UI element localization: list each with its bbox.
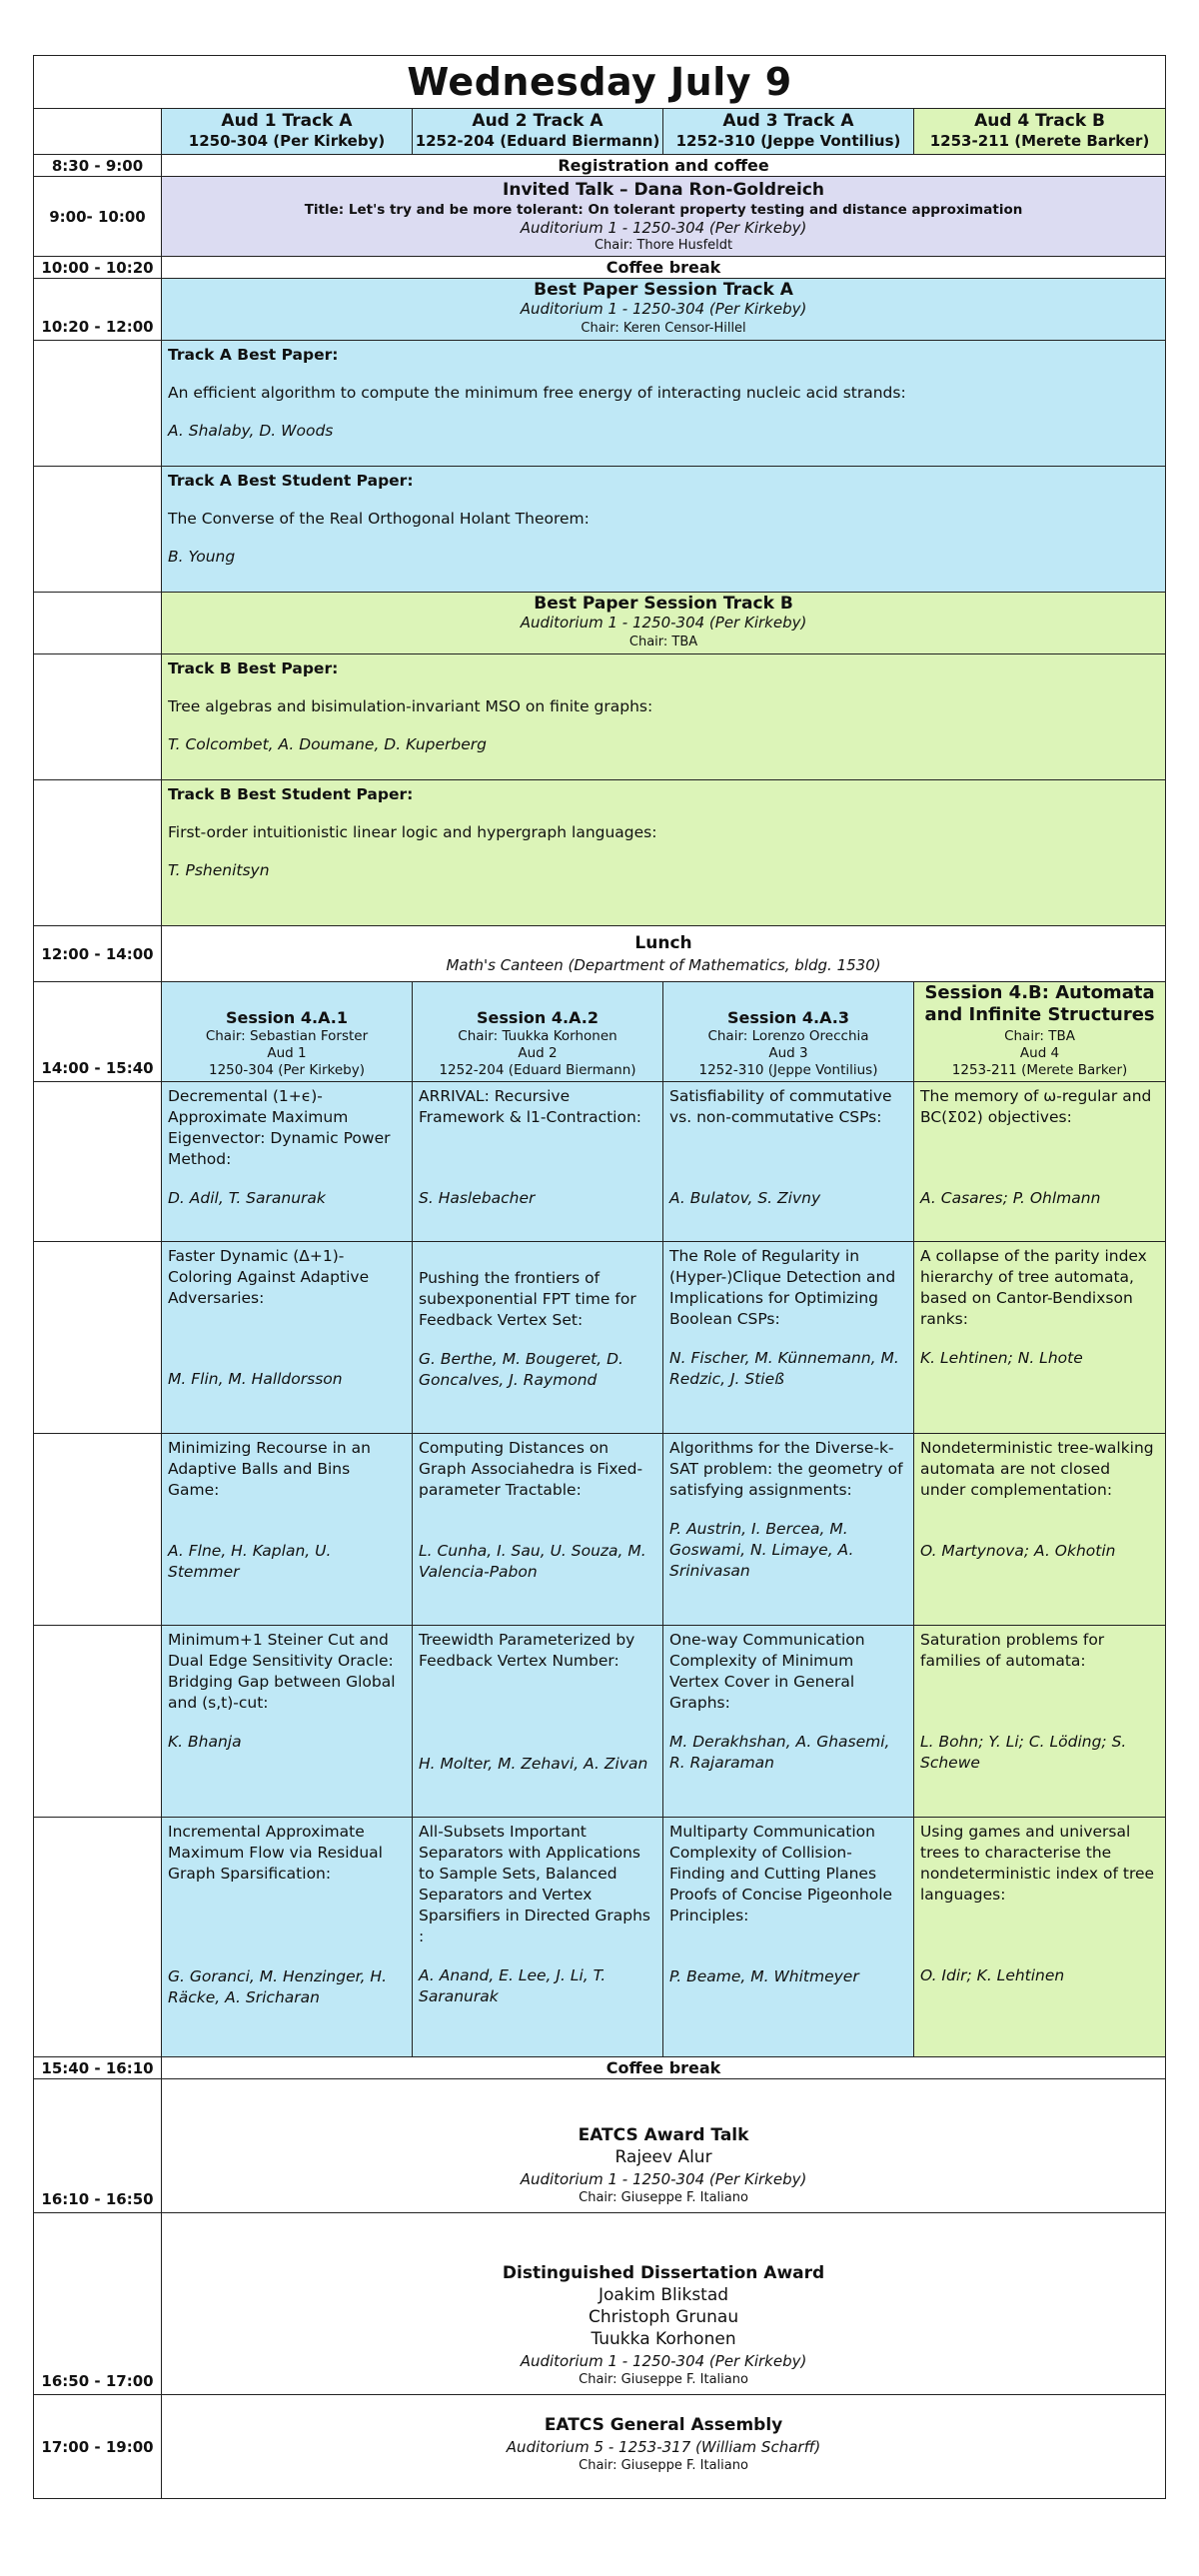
paper-label: Track B Best Student Paper:: [168, 785, 414, 803]
paper-authors: K. Lehtinen; N. Lhote: [920, 1349, 1083, 1367]
paper-title: Faster Dynamic (Δ+1)-Coloring Against Adaptive Adversaries:: [168, 1247, 370, 1307]
paper-cell: [663, 1242, 914, 1434]
paper-authors: M. Derakhshan, A. Ghasemi, R. Rajaraman: [669, 1733, 890, 1772]
paper-title: Incremental Approximate Maximum Flow via Residual Graph Sparsification:: [168, 1823, 383, 1883]
paper-title: Using games and universal trees to characterise the nondeterministic index of tree languages:: [920, 1823, 1155, 1904]
paper-title: The Converse of the Real Orthogonal Holant Theorem:: [168, 510, 590, 528]
paper-title: Multiparty Communication Complexity of Collision-Finding and Cutting Planes Proofs of Concise Pigeonhole Principles:: [669, 1823, 893, 1925]
general-assembly: [162, 2395, 1166, 2499]
session-aud: Aud 1: [267, 1045, 307, 1061]
session-chair: Chair: Tuukka Korhonen: [458, 1028, 617, 1044]
track-name: Aud 4 Track B: [974, 111, 1105, 131]
track-header-aud4: [914, 109, 1166, 155]
paper-cell: [914, 1082, 1166, 1242]
paper-cell: [413, 1626, 663, 1818]
paper-authors: O. Idir; K. Lehtinen: [920, 1966, 1065, 1984]
session-heading: Best Paper Session Track A: [534, 280, 793, 300]
award-chair: Chair: Giuseppe F. Italiano: [579, 2190, 748, 2205]
invited-location: Auditorium 1 - 1250-304 (Per Kirkeby): [520, 218, 807, 237]
paper-authors: A. Shalaby, D. Woods: [168, 422, 334, 440]
paper-cell: [413, 1818, 663, 2057]
time-slot: 9:00- 10:00: [34, 177, 162, 257]
paper-authors: B. Young: [168, 548, 236, 566]
award-location: Auditorium 5 - 1253-317 (William Scharff): [506, 2437, 821, 2456]
session-name: Session 4.A.1: [226, 1008, 348, 1027]
time-slot: 15:40 - 16:10: [34, 2057, 162, 2079]
best-student-paper-b: [162, 780, 1166, 926]
paper-title: One-way Communication Complexity of Minimum Vertex Cover in General Graphs:: [669, 1631, 865, 1712]
session-heading: Best Paper Session Track B: [534, 594, 793, 614]
paper-title: An efficient algorithm to compute the minimum free energy of interacting nucleic acid strands:: [168, 384, 906, 402]
paper-title: First-order intuitionistic linear logic and hypergraph languages:: [168, 823, 657, 841]
time-slot: 10:00 - 10:20: [34, 257, 162, 279]
session-header-4a1: [162, 982, 413, 1082]
track-room: 1250-304 (Per Kirkeby): [188, 132, 386, 150]
invited-talk: [162, 177, 1166, 257]
page-title: Wednesday July 9: [34, 56, 1166, 109]
paper-cell: [663, 1082, 914, 1242]
paper-cell: [914, 1818, 1166, 2057]
award-person: Christoph Grunau: [588, 2307, 739, 2327]
paper-title: The Role of Regularity in (Hyper-)Clique Detection and Implications for Optimizing Boolean CSPs:: [669, 1247, 896, 1328]
paper-cell: [914, 1242, 1166, 1434]
award-heading: EATCS General Assembly: [544, 2414, 783, 2435]
session-chair: Chair: Lorenzo Orecchia: [707, 1028, 869, 1044]
paper-authors: A. Bulatov, S. Zivny: [669, 1189, 821, 1207]
best-paper-a: [162, 341, 1166, 467]
session-chair: Chair: Keren Censor-Hillel: [581, 321, 746, 336]
paper-authors: A. Casares; P. Ohlmann: [920, 1189, 1101, 1207]
schedule-table: [33, 55, 1166, 2499]
paper-title: All-Subsets Important Separators with Applications to Sample Sets, Balanced Separators and Vertex Sparsifiers in Directed Graphs :: [419, 1823, 650, 1945]
session-location: Auditorium 1 - 1250-304 (Per Kirkeby): [520, 614, 807, 632]
paper-cell: [914, 1434, 1166, 1626]
registration-row: Registration and coffee: [162, 155, 1166, 177]
award-chair: Chair: Giuseppe F. Italiano: [579, 2457, 748, 2473]
best-student-paper-a: [162, 467, 1166, 593]
paper-cell: [162, 1242, 413, 1434]
lunch: [162, 926, 1166, 982]
lunch-location: Math's Canteen (Department of Mathematics, bldg. 1530): [446, 955, 881, 974]
paper-label: Track A Best Student Paper:: [168, 472, 414, 490]
paper-cell: [413, 1082, 663, 1242]
paper-cell: [914, 1626, 1166, 1818]
best-paper-b: [162, 654, 1166, 780]
time-slot: 14:00 - 15:40: [34, 982, 162, 1082]
paper-cell: [413, 1242, 663, 1434]
paper-authors: L. Bohn; Y. Li; C. Löding; S. Schewe: [920, 1733, 1127, 1772]
track-room: 1252-204 (Eduard Biermann): [415, 132, 660, 150]
invited-heading: Invited Talk – Dana Ron-Goldreich: [503, 179, 825, 200]
paper-authors: P. Beame, M. Whitmeyer: [669, 1967, 859, 1985]
award-person: Tuukka Korhonen: [591, 2329, 736, 2349]
award-location: Auditorium 1 - 1250-304 (Per Kirkeby): [520, 2170, 807, 2188]
paper-authors: S. Haslebacher: [419, 1189, 536, 1207]
paper-title: Decremental (1+ϵ)-Approximate Maximum Eigenvector: Dynamic Power Method:: [168, 1087, 391, 1168]
award-chair: Chair: Giuseppe F. Italiano: [579, 2372, 748, 2387]
best-paper-track-a-header: [162, 279, 1166, 341]
track-room: 1253-211 (Merete Barker): [929, 132, 1150, 150]
paper-authors: T. Colcombet, A. Doumane, D. Kuperberg: [168, 735, 487, 753]
session-room: 1253-211 (Merete Barker): [951, 1062, 1128, 1078]
paper-title: Minimum+1 Steiner Cut and Dual Edge Sensitivity Oracle: Bridging Gap between Global and (s,t)-cut:: [168, 1631, 396, 1712]
award-person: Rajeev Alur: [614, 2147, 712, 2167]
session-name: Session 4.A.2: [477, 1008, 599, 1027]
paper-cell: [162, 1818, 413, 2057]
track-name: Aud 1 Track A: [221, 111, 353, 131]
session-room: 1252-204 (Eduard Biermann): [439, 1062, 636, 1078]
track-header-aud1: [162, 109, 413, 155]
schedule-frame: [33, 55, 1165, 2499]
eatcs-award-talk: [162, 2079, 1166, 2213]
session-header-4a2: [413, 982, 663, 1082]
session-header-4b: [914, 982, 1166, 1082]
session-chair: Chair: TBA: [628, 635, 698, 649]
paper-cell: [663, 1434, 914, 1626]
award-person: Joakim Blikstad: [599, 2285, 729, 2305]
paper-cell: [162, 1082, 413, 1242]
time-slot: 10:20 - 12:00: [34, 279, 162, 341]
paper-cell: [413, 1434, 663, 1626]
track-room: 1252-310 (Jeppe Vontilius): [675, 132, 901, 150]
paper-authors: D. Adil, T. Saranurak: [168, 1189, 326, 1207]
session-name: Session 4.B: Automata and Infinite Structures: [924, 982, 1155, 1025]
paper-authors: G. Berthe, M. Bougeret, D. Goncalves, J. Raymond: [419, 1350, 623, 1389]
paper-authors: T. Pshenitsyn: [168, 861, 270, 879]
paper-authors: P. Austrin, I. Bercea, M. Goswami, N. Limaye, A. Srinivasan: [669, 1520, 854, 1580]
invited-title: Title: Let's try and be more tolerant: On tolerant property testing and distance approximation: [304, 201, 1023, 218]
paper-title: Pushing the frontiers of subexponential FPT time for Feedback Vertex Set:: [419, 1269, 636, 1329]
session-chair: Chair: TBA: [1004, 1028, 1075, 1044]
coffee-break: Coffee break: [162, 2057, 1166, 2079]
track-header-aud3: [663, 109, 914, 155]
paper-authors: N. Fischer, M. Künnemann, M. Redzic, J. Stieß: [669, 1349, 899, 1388]
paper-title: Satisfiability of commutative vs. non-commutative CSPs:: [669, 1087, 892, 1126]
paper-title: Minimizing Recourse in an Adaptive Balls and Bins Game:: [168, 1439, 371, 1499]
paper-label: Track A Best Paper:: [168, 346, 339, 364]
time-slot: 17:00 - 19:00: [34, 2395, 162, 2499]
paper-title: A collapse of the parity index hierarchy of tree automata, based on Cantor-Bendixson ranks:: [920, 1247, 1147, 1328]
time-slot: 8:30 - 9:00: [34, 155, 162, 177]
award-location: Auditorium 1 - 1250-304 (Per Kirkeby): [520, 2352, 807, 2370]
paper-authors: M. Flin, M. Halldorsson: [168, 1370, 343, 1388]
time-slot: 12:00 - 14:00: [34, 926, 162, 982]
session-aud: Aud 2: [518, 1045, 558, 1061]
session-room: 1252-310 (Jeppe Vontilius): [698, 1062, 878, 1078]
paper-cell: [162, 1626, 413, 1818]
session-room: 1250-304 (Per Kirkeby): [209, 1062, 365, 1078]
corner-cell: [34, 109, 162, 155]
track-header-aud2: [413, 109, 663, 155]
lunch-heading: Lunch: [634, 932, 692, 953]
paper-cell: [663, 1818, 914, 2057]
track-name: Aud 3 Track A: [722, 111, 854, 131]
paper-title: Computing Distances on Graph Associahedra is Fixed-parameter Tractable:: [419, 1439, 643, 1499]
track-name: Aud 2 Track A: [472, 111, 603, 131]
paper-label: Track B Best Paper:: [168, 659, 339, 677]
invited-chair: Chair: Thore Husfeldt: [594, 237, 733, 253]
paper-authors: K. Bhanja: [168, 1733, 242, 1751]
paper-title: The memory of ω-regular and BC(Σ02) objectives:: [920, 1087, 1152, 1126]
session-aud: Aud 3: [768, 1045, 808, 1061]
paper-title: Nondeterministic tree-walking automata are not closed under complementation:: [920, 1439, 1154, 1499]
paper-title: ARRIVAL: Recursive Framework & l1-Contraction:: [419, 1087, 642, 1126]
paper-title: Saturation problems for families of automata:: [920, 1631, 1105, 1670]
paper-cell: [162, 1434, 413, 1626]
paper-authors: O. Martynova; A. Okhotin: [920, 1542, 1116, 1560]
session-aud: Aud 4: [1019, 1045, 1060, 1061]
coffee-break: Coffee break: [162, 257, 1166, 279]
paper-authors: L. Cunha, I. Sau, U. Souza, M. Valencia-Pabon: [419, 1542, 646, 1581]
paper-authors: G. Goranci, M. Henzinger, H. Räcke, A. Sricharan: [168, 1967, 388, 2006]
paper-title: Treewidth Parameterized by Feedback Vertex Number:: [419, 1631, 635, 1670]
time-slot: 16:10 - 16:50: [34, 2079, 162, 2213]
best-paper-track-b-header: [162, 593, 1166, 654]
paper-authors: A. Anand, E. Lee, J. Li, T. Saranurak: [419, 1966, 606, 2005]
award-heading: Distinguished Dissertation Award: [502, 2263, 825, 2283]
paper-cell: [663, 1626, 914, 1818]
award-heading: EATCS Award Talk: [578, 2125, 749, 2145]
paper-title: Tree algebras and bisimulation-invariant MSO on finite graphs:: [168, 697, 653, 715]
session-header-4a3: [663, 982, 914, 1082]
paper-authors: A. Flne, H. Kaplan, U. Stemmer: [168, 1542, 332, 1581]
session-location: Auditorium 1 - 1250-304 (Per Kirkeby): [520, 300, 807, 318]
session-name: Session 4.A.3: [727, 1008, 849, 1027]
dissertation-award: [162, 2213, 1166, 2395]
paper-authors: H. Molter, M. Zehavi, A. Zivan: [419, 1755, 648, 1773]
session-chair: Chair: Sebastian Forster: [205, 1028, 369, 1044]
paper-title: Algorithms for the Diverse-k-SAT problem: the geometry of satisfying assignments:: [669, 1439, 903, 1499]
time-slot: 16:50 - 17:00: [34, 2213, 162, 2395]
